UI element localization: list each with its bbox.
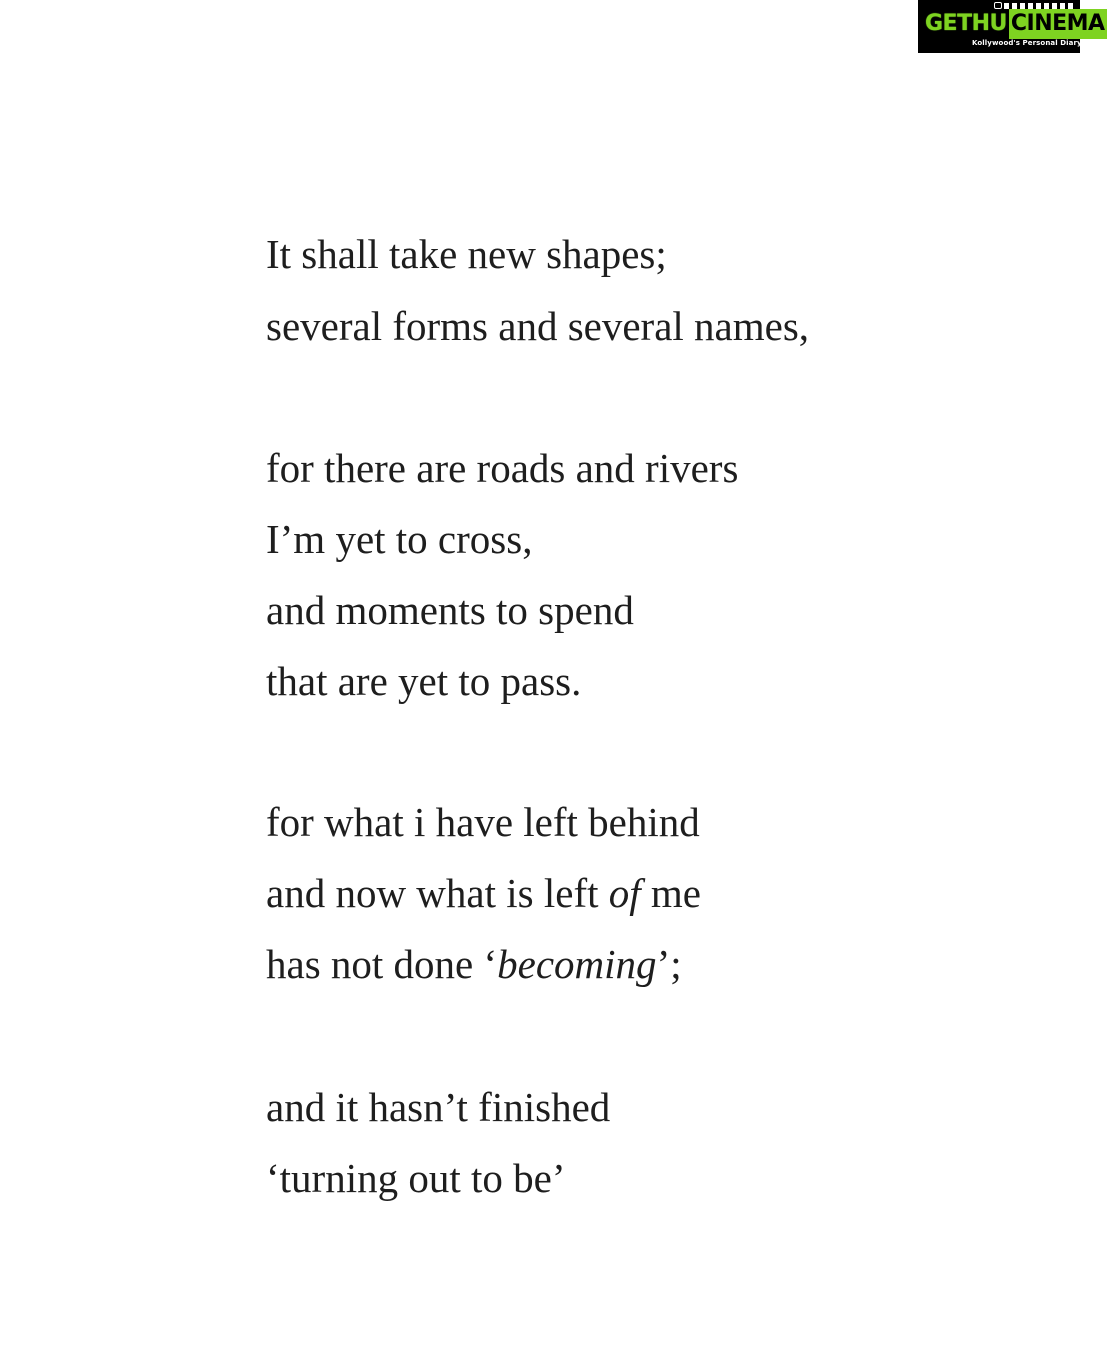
poem-italic-text: becoming — [497, 941, 657, 987]
camera-icon — [994, 2, 1002, 9]
poem-line: ‘turning out to be’ — [266, 1155, 566, 1201]
poem-line: that are yet to pass. — [266, 658, 582, 704]
logo-text-part2: CINEMA — [1009, 9, 1107, 39]
poem-line — [266, 928, 682, 1000]
poem-text: me — [640, 870, 701, 916]
poem-text: and now what is left — [266, 870, 609, 916]
poem-line: and moments to spend — [266, 587, 634, 633]
poem-line: and it hasn’t finished — [266, 1084, 611, 1130]
logo-tagline: Kollywood's Personal Diary — [972, 39, 1082, 47]
poem-italic-text: of — [608, 870, 641, 916]
poem-line — [266, 857, 701, 929]
poem-text: has not done ‘ — [266, 941, 498, 987]
poem-line: It shall take new shapes; — [266, 231, 667, 277]
gethucinema-logo — [918, 0, 1105, 53]
poem-line: several forms and several names, — [266, 303, 810, 349]
logo-wordmark — [925, 9, 1107, 39]
poem-line: for what i have left behind — [266, 799, 700, 845]
logo-text-part1: GETHU — [925, 11, 1007, 36]
poem-text: ’; — [656, 941, 682, 987]
poem-line: for there are roads and rivers — [266, 445, 739, 491]
poem-line: I’m yet to cross, — [266, 516, 533, 562]
